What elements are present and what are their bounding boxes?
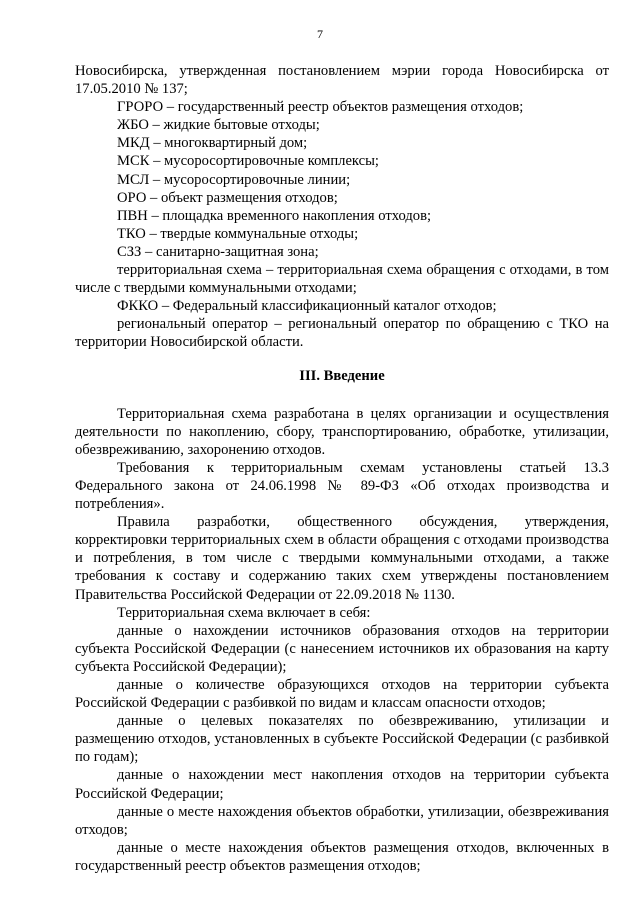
abbreviation-item: территориальная схема – территориальная схема обращения с отходами, в том числе с твердыми коммунальными отходами; [75, 262, 609, 297]
list-paragraph: данные о целевых показателях по обезвреживанию, утилизации и размещению отходов, установленных в субъекте Российской Федерации (с разбивкой по годам); [75, 713, 609, 766]
abbreviation-item: ЖБО – жидкие бытовые отходы; [117, 117, 320, 134]
abbreviation-item: МСЛ – мусоросортировочные линии; [117, 171, 351, 188]
abbreviation-item: ТКО – твердые коммунальные отходы; [117, 225, 359, 242]
page-number: 7 [317, 27, 323, 41]
abbreviation-item: ГРОРО – государственный реестр объектов размещения отходов; [117, 99, 524, 116]
abbreviation-item: ОРО – объект размещения отходов; [117, 189, 338, 206]
list-paragraph: данные о месте нахождения объектов размещения отходов, включенных в государственный реестр объектов размещения отходов; [75, 839, 609, 874]
list-paragraph: данные о нахождении источников образования отходов на территории субъекта Российской Федерации (с нанесением источников их образования на карту субъекта Российской Федерации); [75, 622, 609, 675]
abbreviation-item: МКД – многоквартирный дом; [117, 135, 308, 152]
abbreviation-item: МСК – мусоросортировочные комплексы; [117, 153, 379, 170]
list-paragraph: данные о количестве образующихся отходов на территории субъекта Российской Федерации с разбивкой по видам и классам опасности отходов; [75, 677, 609, 712]
abbreviation-item: ФККО – Федеральный классификационный каталог отходов; [117, 298, 497, 315]
body-paragraph: Территориальная схема разработана в целях организации и осуществления деятельности по накоплению, сбору, транспортированию, обработке, утилизации, обезвреживанию, захоронению отходов. [75, 405, 609, 458]
abbreviation-item: региональный оператор – региональный оператор по обращению с ТКО на территории Новосибирской области. [75, 316, 609, 351]
list-paragraph: данные о месте нахождения объектов обработки, утилизации, обезвреживания отходов; [75, 803, 609, 838]
abbreviation-item: СЗЗ – санитарно-защитная зона; [117, 243, 319, 260]
page-content [75, 62, 609, 875]
body-paragraph: Требования к территориальным схемам установлены статьей 13.3 Федерального закона от 24.06.1998 № 89-ФЗ «Об отходах производства и потребления». [75, 459, 609, 513]
body-paragraph: Территориальная схема включает в себя: [117, 604, 371, 621]
abbreviation-item: ПВН – площадка временного накопления отходов; [117, 207, 432, 224]
abbreviation-continuation: Новосибирска, утвержденная постановлением мэрии города Новосибирска от 17.05.2010 № 137; [75, 63, 609, 98]
list-paragraph: данные о нахождении мест накопления отходов на территории субъекта Российской Федерации; [75, 767, 609, 802]
section-heading: III. Введение [299, 367, 385, 384]
body-paragraph: Правила разработки, общественного обсуждения, утверждения, корректировки территориальных схем в области обращения с отходами производства и потребления, в том числе с твердыми коммунальными отходами, а также требования к составу и содержанию таких схем утверждены постановлением Правительства Российской Федерации от 22.09.2018 № 1130. [75, 514, 609, 603]
